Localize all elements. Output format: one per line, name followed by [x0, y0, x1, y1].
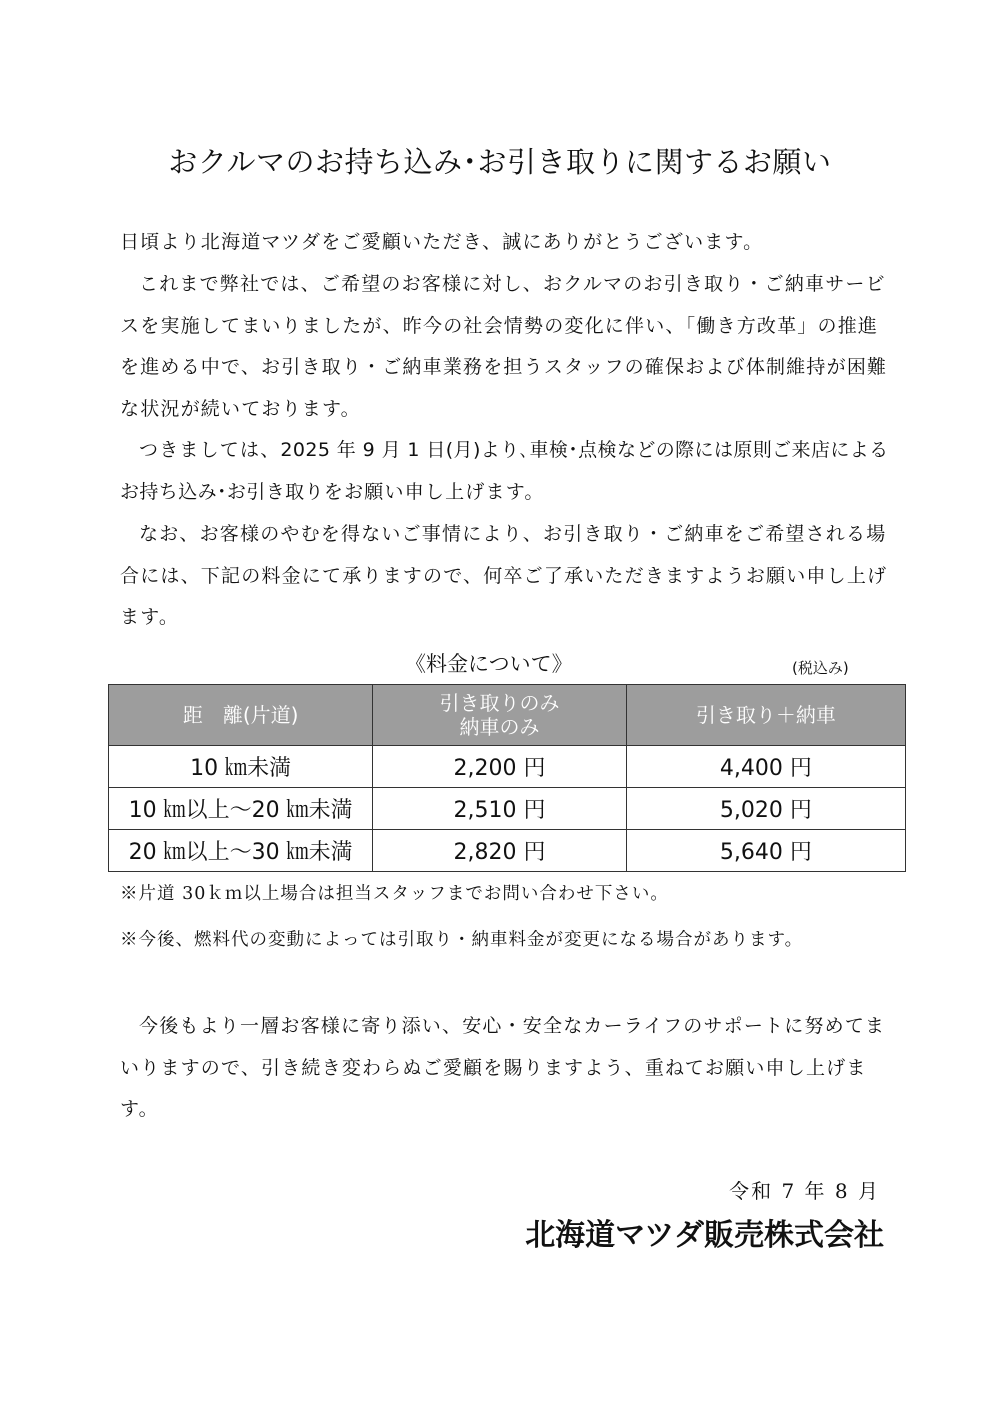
background-paragraph: これまで弊社では、ご希望のお客様に対し、おクルマのお引き取り・ご納車サービスを実施してまいりましたが、昨今の社会情勢の変化に伴い、「働き方改革」の推進を進める中で、お引き取り・ご納車業務を担うスタッフの確保および体制維持が困難な状況が続いております。 [120, 273, 888, 420]
delivery-only-label: 納車のみ [459, 715, 540, 739]
pickup-and-delivery-header: 引き取り＋納車 [626, 685, 905, 746]
request-intro: つきましては、 [139, 439, 281, 461]
single-fee-cell: 2,200 円 [373, 746, 626, 788]
page-title: おクルマのお持ち込み･お引き取りに関するお願い [168, 145, 832, 179]
issue-date: 令和 7 年 8 月 [729, 1179, 880, 1203]
distance-cell: 20 ㎞以上～30 ㎞未満 [109, 830, 373, 872]
request-end: をお願い申し上げます。 [323, 480, 545, 503]
fee-table-header-row [109, 685, 906, 746]
fee-table [108, 684, 906, 872]
fuel-price-note: ※今後、燃料代の変動によっては引取り・納車料金が変更になる場合があります。 [120, 930, 804, 950]
table-row [109, 788, 906, 830]
distance-cell: 10 ㎞以上～20 ㎞未満 [109, 788, 373, 830]
request-paragraph [120, 430, 890, 513]
closing-paragraph: 今後もより一層お客様に寄り添い、安心・安全なカーライフのサポートに努めてまいりますので、引き続き変わらぬご愛顧を賜りますよう、重ねてお願い申し上げます。 [120, 1015, 886, 1120]
request-emphasis: 2025 年 9 月 1 日(月)より､車検･点検などの際には原則ご来店によるお持ち込み･お引き取り [120, 439, 889, 503]
distance-cell: 10 ㎞未満 [109, 746, 373, 788]
both-fee-cell: 4,400 円 [626, 746, 905, 788]
single-fee-cell: 2,820 円 [373, 830, 626, 872]
company-name: 北海道マツダ販売株式会社 [525, 1218, 884, 1253]
table-row [109, 830, 906, 872]
fee-intro-paragraph: なお、お客様のやむを得ないご事情により、お引き取り・ご納車をご希望される場合には、下記の料金にて承りますので、何卒ご了承いただきますようお願い申し上げます。 [120, 523, 888, 628]
tax-included-note: (税込み) [792, 659, 849, 677]
long-distance-note: ※片道 30ｋｍ以上場合は担当スタッフまでお問い合わせ下さい。 [120, 884, 669, 904]
single-fee-cell: 2,510 円 [373, 788, 626, 830]
table-row [109, 746, 906, 788]
both-fee-cell: 5,640 円 [626, 830, 905, 872]
distance-header: 距 離(片道) [109, 685, 373, 746]
pickup-or-delivery-header [373, 685, 626, 746]
fee-heading: 《料金について》 [405, 652, 573, 676]
both-fee-cell: 5,020 円 [626, 788, 905, 830]
greeting-paragraph: 日頃より北海道マツダをご愛顧いただき、誠にありがとうございます。 [120, 231, 764, 253]
pickup-only-label: 引き取りのみ [439, 691, 560, 715]
